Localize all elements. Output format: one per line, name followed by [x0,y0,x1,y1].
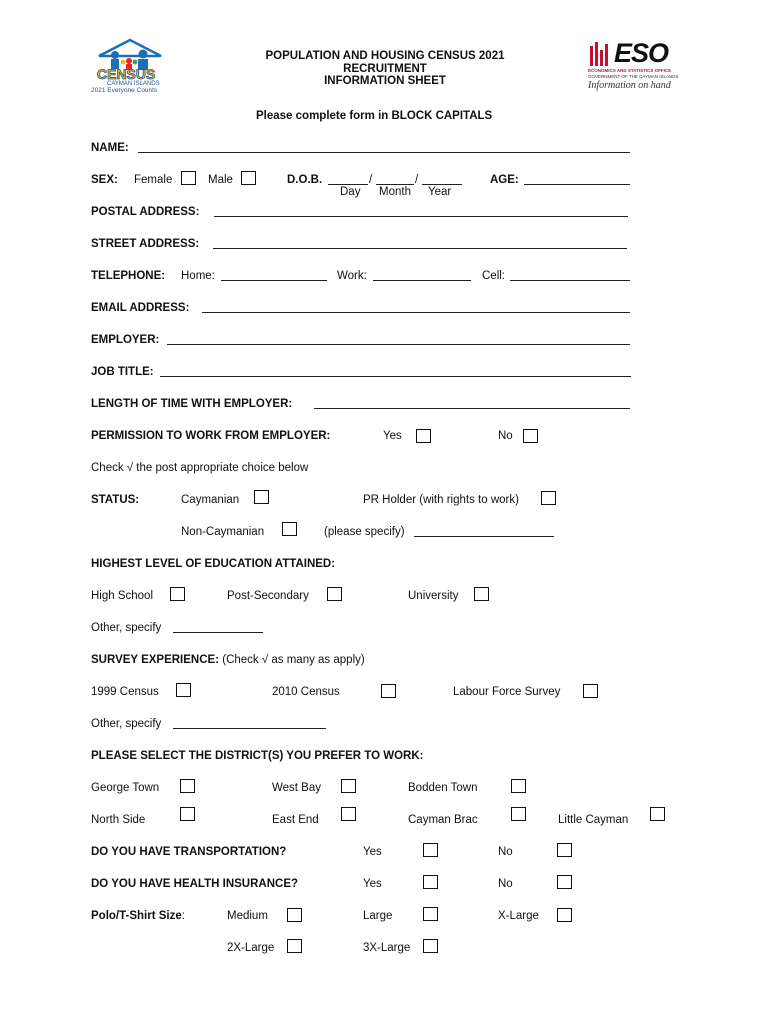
shirt-size-label [91,910,185,922]
permission-yes-checkbox[interactable] [416,429,431,443]
job-title-field[interactable] [160,366,631,377]
work-phone-field[interactable] [373,270,471,281]
female-label: Female [134,174,173,186]
home-phone-label: Home: [181,270,215,282]
bodden-town-checkbox[interactable] [511,779,526,793]
districts-label: PLEASE SELECT THE DISTRICT(S) YOU PREFER TO WORK: [91,750,424,762]
form-instruction: Please complete form in BLOCK CAPITALS [256,110,493,122]
male-label: Male [208,174,233,186]
cayman-brac-checkbox[interactable] [511,807,526,821]
insurance-no-checkbox[interactable] [557,875,572,889]
male-checkbox[interactable] [241,171,256,185]
survey-other-field[interactable] [173,718,326,729]
size-3xlarge-label: 3X-Large [363,942,411,954]
dob-separator-1: / [369,174,373,186]
george-town-label: George Town [91,782,160,794]
title-line-3: INFORMATION SHEET [324,75,446,87]
size-xlarge-label: X-Large [498,910,539,922]
sex-label: SEX: [91,174,118,186]
name-field[interactable] [138,142,630,153]
dob-year-caption: Year [428,186,452,198]
status-label: STATUS: [91,494,140,506]
size-xlarge-checkbox[interactable] [557,908,572,922]
dob-day-caption: Day [340,186,361,198]
shirt-size-colon: : [181,910,185,922]
survey-other-label: Other, specify [91,718,162,730]
george-town-checkbox[interactable] [180,779,195,793]
education-label: HIGHEST LEVEL OF EDUCATION ATTAINED: [91,558,336,570]
survey-experience-note: (Check √ as many as apply) [222,654,365,666]
size-large-label: Large [363,910,393,922]
north-side-label: North Side [91,814,146,826]
work-phone-label: Work: [337,270,367,282]
west-bay-checkbox[interactable] [341,779,356,793]
size-3xlarge-checkbox[interactable] [423,939,438,953]
eso-logo-line1: ECONOMICS AND STATISTICS OFFICE [588,68,672,73]
transportation-yes-label: Yes [363,846,382,858]
eso-logo [586,38,679,92]
street-address-label: STREET ADDRESS: [91,238,200,250]
postal-address-label: POSTAL ADDRESS: [91,206,200,218]
non-caymanian-checkbox[interactable] [282,522,297,536]
home-phone-field[interactable] [221,270,327,281]
bodden-town-label: Bodden Town [408,782,478,794]
census-2010-checkbox[interactable] [381,684,396,698]
cell-phone-label: Cell: [482,270,506,282]
education-other-field[interactable] [173,622,263,633]
health-insurance-label: DO YOU HAVE HEALTH INSURANCE? [91,878,299,890]
dob-month-caption: Month [379,186,411,198]
north-side-checkbox[interactable] [180,807,195,821]
cell-phone-field[interactable] [510,270,630,281]
caymanian-checkbox[interactable] [254,490,269,504]
email-label: EMAIL ADDRESS: [91,302,190,314]
labour-force-checkbox[interactable] [583,684,598,698]
east-end-label: East End [272,814,319,826]
census-logo-caption: 2021 Everyone Counts [91,87,158,94]
size-2xlarge-label: 2X-Large [227,942,275,954]
little-cayman-label: Little Cayman [558,814,629,826]
size-medium-checkbox[interactable] [287,908,302,922]
eso-logo-line2: GOVERNMENT OF THE CAYMAN ISLANDS [588,74,679,79]
permission-label: PERMISSION TO WORK FROM EMPLOYER: [91,430,331,442]
census-logo [93,38,168,96]
employment-length-label: LENGTH OF TIME WITH EMPLOYER: [91,398,293,410]
post-secondary-label: Post-Secondary [227,590,309,602]
dob-day-field[interactable] [328,174,368,185]
little-cayman-checkbox[interactable] [650,807,665,821]
shirt-size-heading: Polo/T-Shirt Size [91,910,182,922]
pr-holder-label: PR Holder (with rights to work) [363,494,519,506]
employment-length-field[interactable] [314,398,630,409]
insurance-yes-label: Yes [363,878,382,890]
survey-experience-label [91,654,365,666]
job-title-label: JOB TITLE: [91,366,154,378]
university-label: University [408,590,459,602]
cayman-brac-label: Cayman Brac [408,814,478,826]
title-line-2: RECRUITMENT [343,62,427,75]
size-large-checkbox[interactable] [423,907,438,921]
survey-experience-heading: SURVEY EXPERIENCE: [91,654,220,666]
permission-no-checkbox[interactable] [523,429,538,443]
employer-label: EMPLOYER: [91,334,160,346]
education-other-label: Other, specify [91,622,162,634]
email-field[interactable] [202,302,630,313]
employer-field[interactable] [167,334,630,345]
dob-year-field[interactable] [422,174,462,185]
page-title [235,50,535,88]
insurance-yes-checkbox[interactable] [423,875,438,889]
transportation-label: DO YOU HAVE TRANSPORTATION? [91,846,287,858]
census-2010-label: 2010 Census [272,686,340,698]
postal-address-field[interactable] [214,206,628,217]
dob-label: D.O.B. [287,174,323,186]
age-field[interactable] [524,174,630,185]
university-checkbox[interactable] [474,587,489,601]
size-2xlarge-checkbox[interactable] [287,939,302,953]
status-specify-field[interactable] [414,526,554,537]
high-school-checkbox[interactable] [170,587,185,601]
street-address-field[interactable] [213,238,627,249]
west-bay-label: West Bay [272,782,321,794]
post-secondary-checkbox[interactable] [327,587,342,601]
eso-logo-word: ESO [614,38,669,68]
labour-force-label: Labour Force Survey [453,686,561,698]
east-end-checkbox[interactable] [341,807,356,821]
transportation-yes-checkbox[interactable] [423,843,438,857]
transportation-no-checkbox[interactable] [557,843,572,857]
transportation-no-label: No [498,846,513,858]
census-logo-word: CENSUS [97,66,156,82]
permission-yes-label: Yes [383,430,402,442]
high-school-label: High School [91,590,154,602]
dob-month-field[interactable] [376,174,414,185]
title-line-1: POPULATION AND HOUSING CENSUS 2021 [265,50,505,62]
size-medium-label: Medium [227,910,268,922]
non-caymanian-label: Non-Caymanian [181,526,265,538]
caymanian-label: Caymanian [181,494,240,506]
dob-separator-2: / [415,174,419,186]
check-instruction: Check √ the post appropriate choice below [91,462,309,474]
permission-no-label: No [498,430,513,442]
census-logo-subtitle: CAYMAN ISLANDS [107,81,160,87]
census-1999-checkbox[interactable] [176,683,191,697]
insurance-no-label: No [498,878,513,890]
census-1999-label: 1999 Census [91,686,159,698]
eso-logo-tagline: Information on hand [588,80,671,91]
please-specify-label: (please specify) [324,526,405,538]
name-label: NAME: [91,142,129,154]
age-label: AGE: [490,174,519,186]
telephone-label: TELEPHONE: [91,270,166,282]
pr-holder-checkbox[interactable] [541,491,556,505]
female-checkbox[interactable] [181,171,196,185]
